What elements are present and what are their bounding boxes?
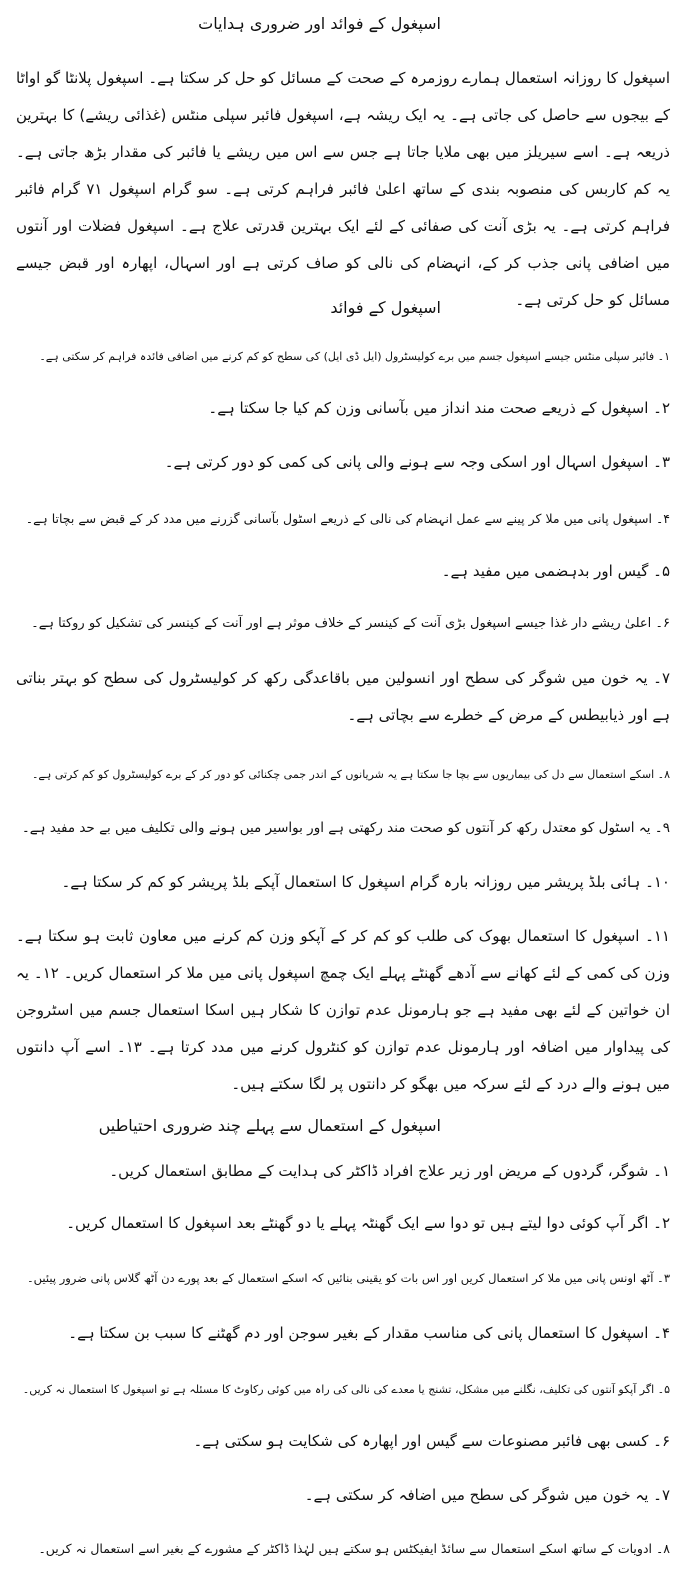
- benefit-item-6: ۶۔ اعلیٰ ریشے دار غذا جیسے اسپغول بڑی آنت کے کینسر کے خلاف موثر ہے اور آنت کے کینسر کی تشکیل کو روکتا ہے۔: [31, 616, 670, 631]
- precaution-item-6: ۶۔ کسی بھی فائبر مصنوعات سے گیس اور اپھارہ کی شکایت ہو سکتی ہے۔: [193, 1432, 670, 1450]
- precaution-item-3: ۳۔ آٹھ اونس پانی میں ملا کر استعمال کریں اور اس بات کو یقینی بنائیں کہ اسکے استعمال کے بعد پورے دن آٹھ گلاس پانی ضرور پیئیں۔: [26, 1271, 670, 1285]
- intro-paragraph: اسپغول کا روزانہ استعمال ہمارے روزمرہ کے صحت کے مسائل کو حل کر سکتا ہے۔ اسپغول پلانٹا گو اواٹا کے بیجوں سے حاصل کی جاتی ہے۔ یہ ایک ریشہ ہے، اسپغول فائبر سپلی منٹس (غذائی ریشے) کا بہترین ذریعہ ہے۔ اسے سیریلز میں بھی ملایا جاتا ہے جس سے اس میں ریشے یا فائبر کی مقدار بڑھ جاتی ہے۔ یہ کم کاربس کی منصوبہ بندی کے ساتھ اعلیٰ فائبر فراہم کرتی ہے۔ سو گرام اسپغول ۷۱ گرام فائبر فراہم کرتی ہے۔ یہ بڑی آنت کی صفائی کے لئے ایک بہترین قدرتی علاج ہے۔ اسپغول فضلات اور آنتوں میں اضافی پانی جذب کر کے، انہضام کی نالی کو صاف کرتی ہے اور اسہال، اپھارہ اور قبض جیسے مسائل کو حل کرتی ہے۔: [16, 69, 670, 309]
- benefit-item-9: ۹۔ یہ اسٹول کو معتدل رکھ کر آنتوں کو صحت مند رکھتی ہے اور بواسیر میں ہونے والی تکلیف میں بے حد مفید ہے۔: [21, 820, 670, 836]
- precaution-item-4: ۴۔ اسپغول کا استعمال پانی کی مناسب مقدار کے بغیر سوجن اور دم گھٹنے کا سبب بن سکتا ہے۔: [68, 1324, 670, 1342]
- precaution-item-7: ۷۔ یہ خون میں شوگر کی سطح میں اضافہ کر سکتی ہے۔: [304, 1486, 670, 1504]
- precaution-item-1: ۱۔ شوگر، گردوں کے مریض اور زیر علاج افراد ڈاکٹر کی ہدایت کے مطابق استعمال کریں۔: [109, 1162, 670, 1180]
- benefit-item-4: ۴۔ اسپغول پانی میں ملا کر پینے سے عمل انہضام کی نالی کے ذریعے اسٹول بآسانی گزرنے میں مدد کر کے قبض سے بچاتا ہے۔: [25, 511, 670, 526]
- precautions-heading: اسپغول کے استعمال سے پہلے چند ضروری احتیاطیں: [98, 1116, 441, 1135]
- precaution-item-2: ۲۔ اگر آپ کوئی دوا لیتے ہیں تو دوا سے ایک گھنٹہ پہلے یا دو گھنٹے بعد اسپغول کا استعمال کریں۔: [66, 1214, 670, 1232]
- benefits-heading: اسپغول کے فوائد: [330, 298, 441, 317]
- precaution-item-8: ۸۔ ادویات کے ساتھ اسکے استعمال سے سائڈ ایفیکٹس ہو سکتے ہیں لہٰذا ڈاکٹر کے مشورے کے بغیر اسے استعمال نہ کریں۔: [38, 1541, 670, 1556]
- article-title: اسپغول کے فوائد اور ضروری ہدایات: [198, 14, 441, 33]
- precaution-item-5: ۵۔ اگر آپکو آنتوں کی تکلیف، نگلنے میں مشکل، تشنج یا معدے کی نالی کی راہ میں کوئی رکاوٹ کا مسئلہ ہے تو اسپغول کا استعمال نہ کریں۔: [22, 1383, 670, 1396]
- benefit-item-11: ۱۱۔ اسپغول کا استعمال بھوک کی طلب کو کم کر کے آپکو وزن کم کرنے میں معاون ثابت ہو سکتا ہے۔ وزن کی کمی کے لئے کھانے سے آدھے گھنٹے پہلے ایک چمچ اسپغول پانی میں ملا کر استعمال کریں۔ ۱۲۔ یہ ان خواتین کے لئے بھی مفید ہے جو ہارمونل عدم توازن کا شکار ہیں اسکا استعمال جسم میں اسٹروجن کی پیداوار میں اضافہ اور ہارمونل عدم توازن کو کنٹرول کرنے میں مدد کرتا ہے۔ ۱۳۔ اسے آپ دانتوں میں ہونے والے درد کے لئے سرکہ میں بھگو کر دانتوں پر لگا سکتے ہیں۔: [16, 927, 670, 1093]
- benefit-item-3: ۳۔ اسپغول اسہال اور اسکی وجہ سے ہونے والی پانی کی کمی کو دور کرتی ہے۔: [164, 453, 670, 471]
- benefit-item-2: ۲۔ اسپغول کے ذریعے صحت مند انداز میں بآسانی وزن کم کیا جا سکتا ہے۔: [208, 399, 670, 417]
- benefit-item-7: ۷۔ یہ خون میں شوگر کی سطح اور انسولین میں باقاعدگی رکھ کر کولیسٹرول کی سطح کو بہتر بناتی ہے اور ذیابیطس کے مرض کے خطرے سے بچاتی ہے۔: [16, 669, 670, 724]
- benefit-item-8: ۸۔ اسکے استعمال سے دل کی بیماریوں سے بچا جا سکتا ہے یہ شریانوں کے اندر جمی چکنائی کو دور کر کے برے کولیسٹرول کو کم کرتی ہے۔: [31, 768, 670, 781]
- benefit-item-1: ۱۔ فائبر سپلی منٹس جیسے اسپغول جسم میں برے کولیسٹرول (ایل ڈی ایل) کی سطح کو کم کرنے میں اضافی فائدہ فراہم کر سکتی ہے۔: [39, 350, 670, 363]
- benefit-item-10: ۱۰۔ ہائی بلڈ پریشر میں روزانہ بارہ گرام اسپغول کا استعمال آپکے بلڈ پریشر کو کم کر سکتا ہے۔: [61, 873, 670, 891]
- benefit-item-5: ۵۔ گیس اور بدہضمی میں مفید ہے۔: [441, 562, 670, 580]
